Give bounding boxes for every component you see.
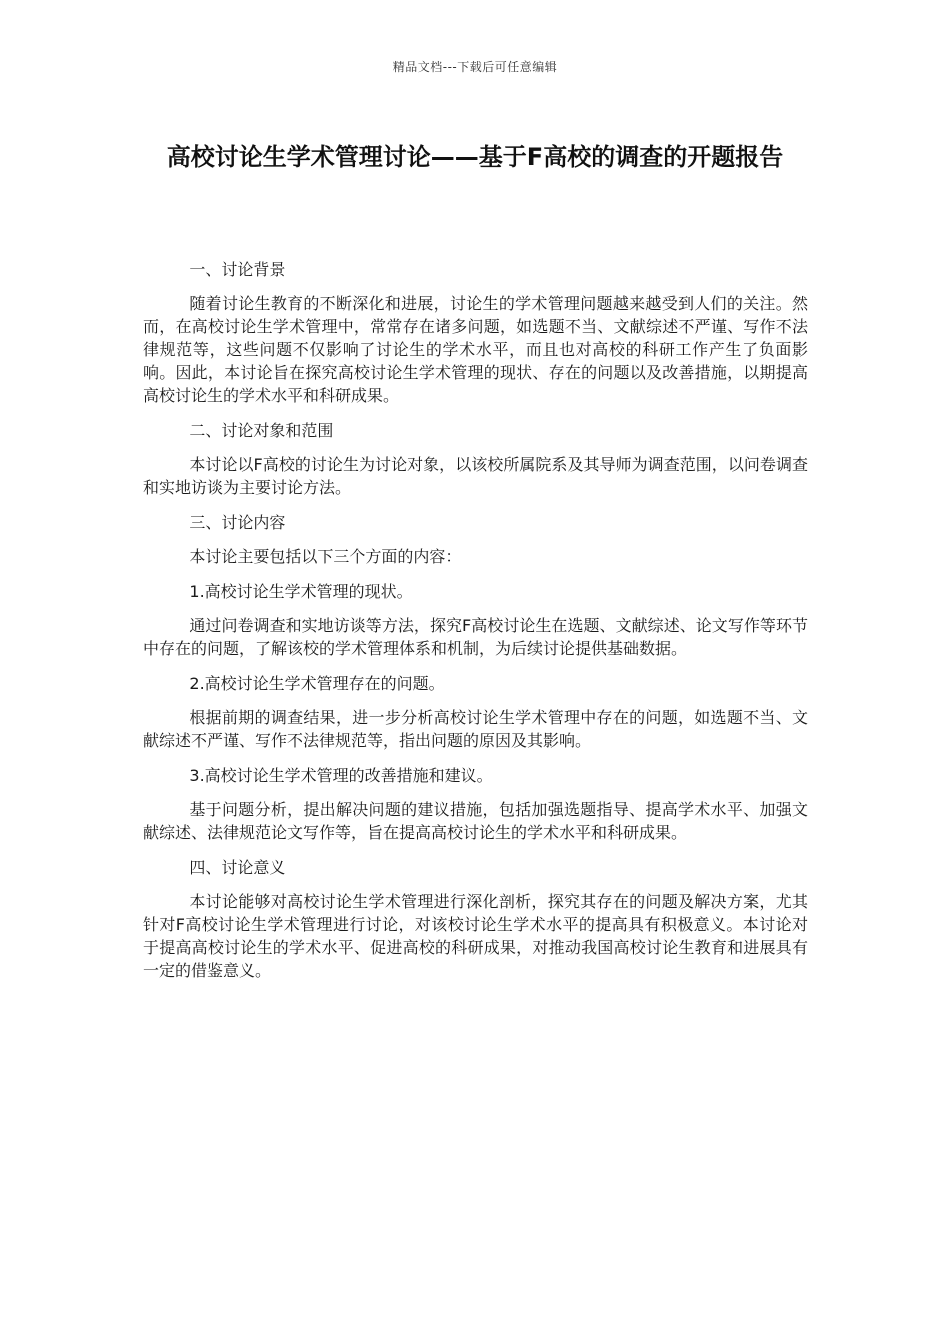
- section-heading-subject-scope: 二、讨论对象和范围: [189, 421, 334, 440]
- paragraph-background: 随着讨论生教育的不断深化和进展，讨论生的学术管理问题越来越受到人们的关注。然而，在高校讨论生学术管理中，常常存在诸多问题，如选题不当、文献综述不严谨、写作不法律规范等，这些问题不仅影响了讨论生的学术水平，而且也对高校的科研工作产生了负面影响。因此，本讨论旨在探究高校讨论生学术管理的现状、存在的问题以及改善措施，以期提高高校讨论生的学术水平和科研成果。: [143, 294, 808, 405]
- section-heading-background: 一、讨论背景: [189, 260, 286, 279]
- document-body: [143, 258, 808, 994]
- header-note: 精品文档---下载后可任意编辑: [392, 60, 558, 74]
- section-heading-content: 三、讨论内容: [189, 513, 286, 532]
- paragraph-problems: 根据前期的调查结果，进一步分析高校讨论生学术管理中存在的问题，如选题不当、文献综述不严谨、写作不法律规范等，指出问题的原因及其影响。: [143, 708, 808, 750]
- paragraph-subject-scope: 本讨论以F高校的讨论生为讨论对象，以该校所属院系及其导师为调查范围，以问卷调查和实地访谈为主要讨论方法。: [143, 455, 808, 497]
- paragraph-status: 通过问卷调查和实地访谈等方法，探究F高校讨论生在选题、文献综述、论文写作等环节中存在的问题，了解该校的学术管理体系和机制，为后续讨论提供基础数据。: [143, 616, 808, 658]
- item-heading-status: 1.高校讨论生学术管理的现状。: [189, 582, 413, 601]
- paragraph-content-intro: 本讨论主要包括以下三个方面的内容：: [189, 547, 462, 566]
- document-title: 高校讨论生学术管理讨论——基于F高校的调查的开题报告: [166, 143, 784, 171]
- paragraph-improvements: 基于问题分析，提出解决问题的建议措施，包括加强选题指导、提高学术水平、加强文献综述、法律规范论文写作等，旨在提高高校讨论生的学术水平和科研成果。: [143, 800, 808, 842]
- section-heading-significance: 四、讨论意义: [189, 858, 286, 877]
- item-heading-problems: 2.高校讨论生学术管理存在的问题。: [189, 674, 445, 693]
- paragraph-significance: 本讨论能够对高校讨论生学术管理进行深化剖析，探究其存在的问题及解决方案，尤其针对F高校讨论生学术管理进行讨论，对该校讨论生学术水平的提高具有积极意义。本讨论对于提高高校讨论生的学术水平、促进高校的科研成果，对推动我国高校讨论生教育和进展具有一定的借鉴意义。: [143, 892, 808, 980]
- item-heading-improvements: 3.高校讨论生学术管理的改善措施和建议。: [189, 766, 493, 785]
